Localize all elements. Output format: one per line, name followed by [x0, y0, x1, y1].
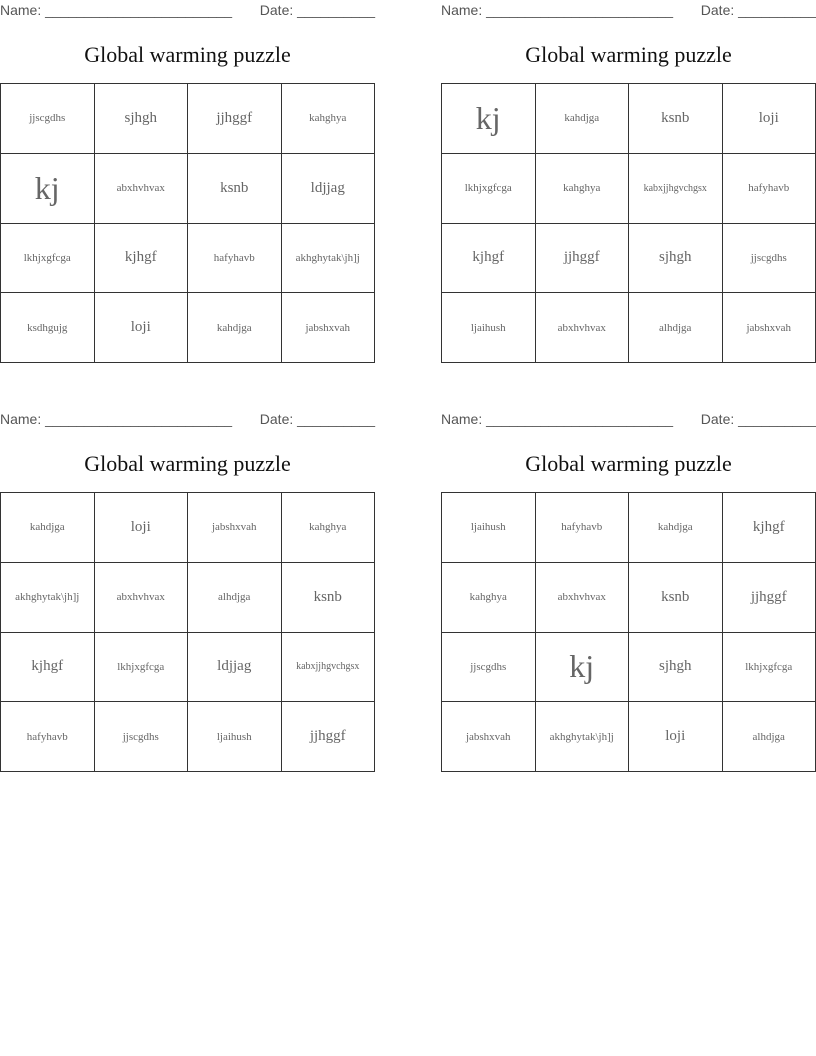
puzzle-cell: loji [95, 493, 189, 563]
date-label: Date: __________ [700, 2, 816, 18]
puzzle-cell: abxhvhvax [95, 154, 189, 224]
puzzle-cell: akhghytak\jh]j [536, 702, 630, 772]
puzzle-cell: kahghya [536, 154, 630, 224]
puzzle-cell: kahdjga [536, 84, 630, 154]
puzzle-cell: kj [536, 633, 630, 703]
name-label: Name: ________________________ [441, 411, 673, 427]
puzzle-cell: ksnb [188, 154, 282, 224]
puzzle-cell: ksnb [282, 563, 376, 633]
puzzle-cell: sjhgh [629, 633, 723, 703]
puzzle-cell: ljaihush [188, 702, 282, 772]
puzzle-cell: hafyhavb [188, 224, 282, 294]
card-title: Global warming puzzle [84, 42, 291, 67]
puzzle-cell: jabshxvah [723, 293, 816, 363]
puzzle-cell: kahdjga [629, 493, 723, 563]
puzzle-grid [0, 83, 375, 363]
puzzle-cell: jjscgdhs [723, 224, 816, 294]
puzzle-cell: sjhgh [629, 224, 723, 294]
puzzle-grid [0, 492, 375, 772]
puzzle-cell: ldjjag [282, 154, 376, 224]
puzzle-cell: kahghya [282, 493, 376, 563]
puzzle-cell: kahdjga [188, 293, 282, 363]
puzzle-cell: abxhvhvax [536, 563, 630, 633]
puzzle-cell: kjhgf [442, 224, 536, 294]
puzzle-cell: kj [442, 84, 536, 154]
puzzle-cell: alhdjga [629, 293, 723, 363]
puzzle-cell: loji [95, 293, 189, 363]
name-date-row [0, 0, 375, 22]
name-label: Name: ________________________ [0, 2, 232, 18]
card-title: Global warming puzzle [525, 42, 732, 67]
puzzle-card-4 [441, 409, 816, 774]
puzzle-cell: lkhjxgfcga [442, 154, 536, 224]
puzzle-cell: jjhggf [536, 224, 630, 294]
puzzle-cell: kjhgf [95, 224, 189, 294]
puzzle-cell: ksdhgujg [1, 293, 95, 363]
puzzle-grid [441, 492, 816, 772]
puzzle-cell: kahghya [282, 84, 376, 154]
puzzle-cell: sjhgh [95, 84, 189, 154]
puzzle-cell: lkhjxgfcga [723, 633, 816, 703]
puzzle-cell: jjscgdhs [442, 633, 536, 703]
name-label: Name: ________________________ [441, 2, 673, 18]
card-title: Global warming puzzle [84, 451, 291, 476]
puzzle-cell: kjhgf [723, 493, 816, 563]
puzzle-cell: jjhggf [282, 702, 376, 772]
puzzle-cell: kjhgf [1, 633, 95, 703]
puzzle-cell: hafyhavb [1, 702, 95, 772]
puzzle-cell: ljaihush [442, 493, 536, 563]
puzzle-cell: loji [723, 84, 816, 154]
puzzle-cell: alhdjga [188, 563, 282, 633]
puzzle-cell: jjhggf [188, 84, 282, 154]
puzzle-cell: loji [629, 702, 723, 772]
date-label: Date: __________ [700, 411, 816, 427]
puzzle-cell: jjscgdhs [1, 84, 95, 154]
puzzle-cell: akhghytak\jh]j [282, 224, 376, 294]
puzzle-cell: jjscgdhs [95, 702, 189, 772]
puzzle-cell: kabxjjhgvchgsx [629, 154, 723, 224]
card-title: Global warming puzzle [525, 451, 732, 476]
puzzle-cell: jjhggf [723, 563, 816, 633]
puzzle-cell: ldjjag [188, 633, 282, 703]
puzzle-cell: abxhvhvax [536, 293, 630, 363]
name-label: Name: ________________________ [0, 411, 232, 427]
puzzle-cell: ljaihush [442, 293, 536, 363]
puzzle-cell: alhdjga [723, 702, 816, 772]
puzzle-cell: kahdjga [1, 493, 95, 563]
puzzle-cell: kj [1, 154, 95, 224]
puzzle-card-1 [0, 0, 375, 365]
puzzle-cell: ksnb [629, 563, 723, 633]
puzzle-cell: akhghytak\jh]j [1, 563, 95, 633]
puzzle-cell: hafyhavb [723, 154, 816, 224]
puzzle-cell: abxhvhvax [95, 563, 189, 633]
name-date-row [0, 409, 375, 431]
date-label: Date: __________ [259, 411, 375, 427]
date-label: Date: __________ [259, 2, 375, 18]
puzzle-grid [441, 83, 816, 363]
puzzle-cell: hafyhavb [536, 493, 630, 563]
puzzle-cell: jabshxvah [442, 702, 536, 772]
name-date-row [441, 0, 816, 22]
puzzle-cell: jabshxvah [188, 493, 282, 563]
puzzle-card-3 [0, 409, 375, 774]
puzzle-cell: lkhjxgfcga [95, 633, 189, 703]
puzzle-cell: lkhjxgfcga [1, 224, 95, 294]
puzzle-card-2 [441, 0, 816, 365]
puzzle-cell: ksnb [629, 84, 723, 154]
name-date-row [441, 409, 816, 431]
puzzle-cell: kabxjjhgvchgsx [282, 633, 376, 703]
puzzle-cell: kahghya [442, 563, 536, 633]
puzzle-cell: jabshxvah [282, 293, 376, 363]
